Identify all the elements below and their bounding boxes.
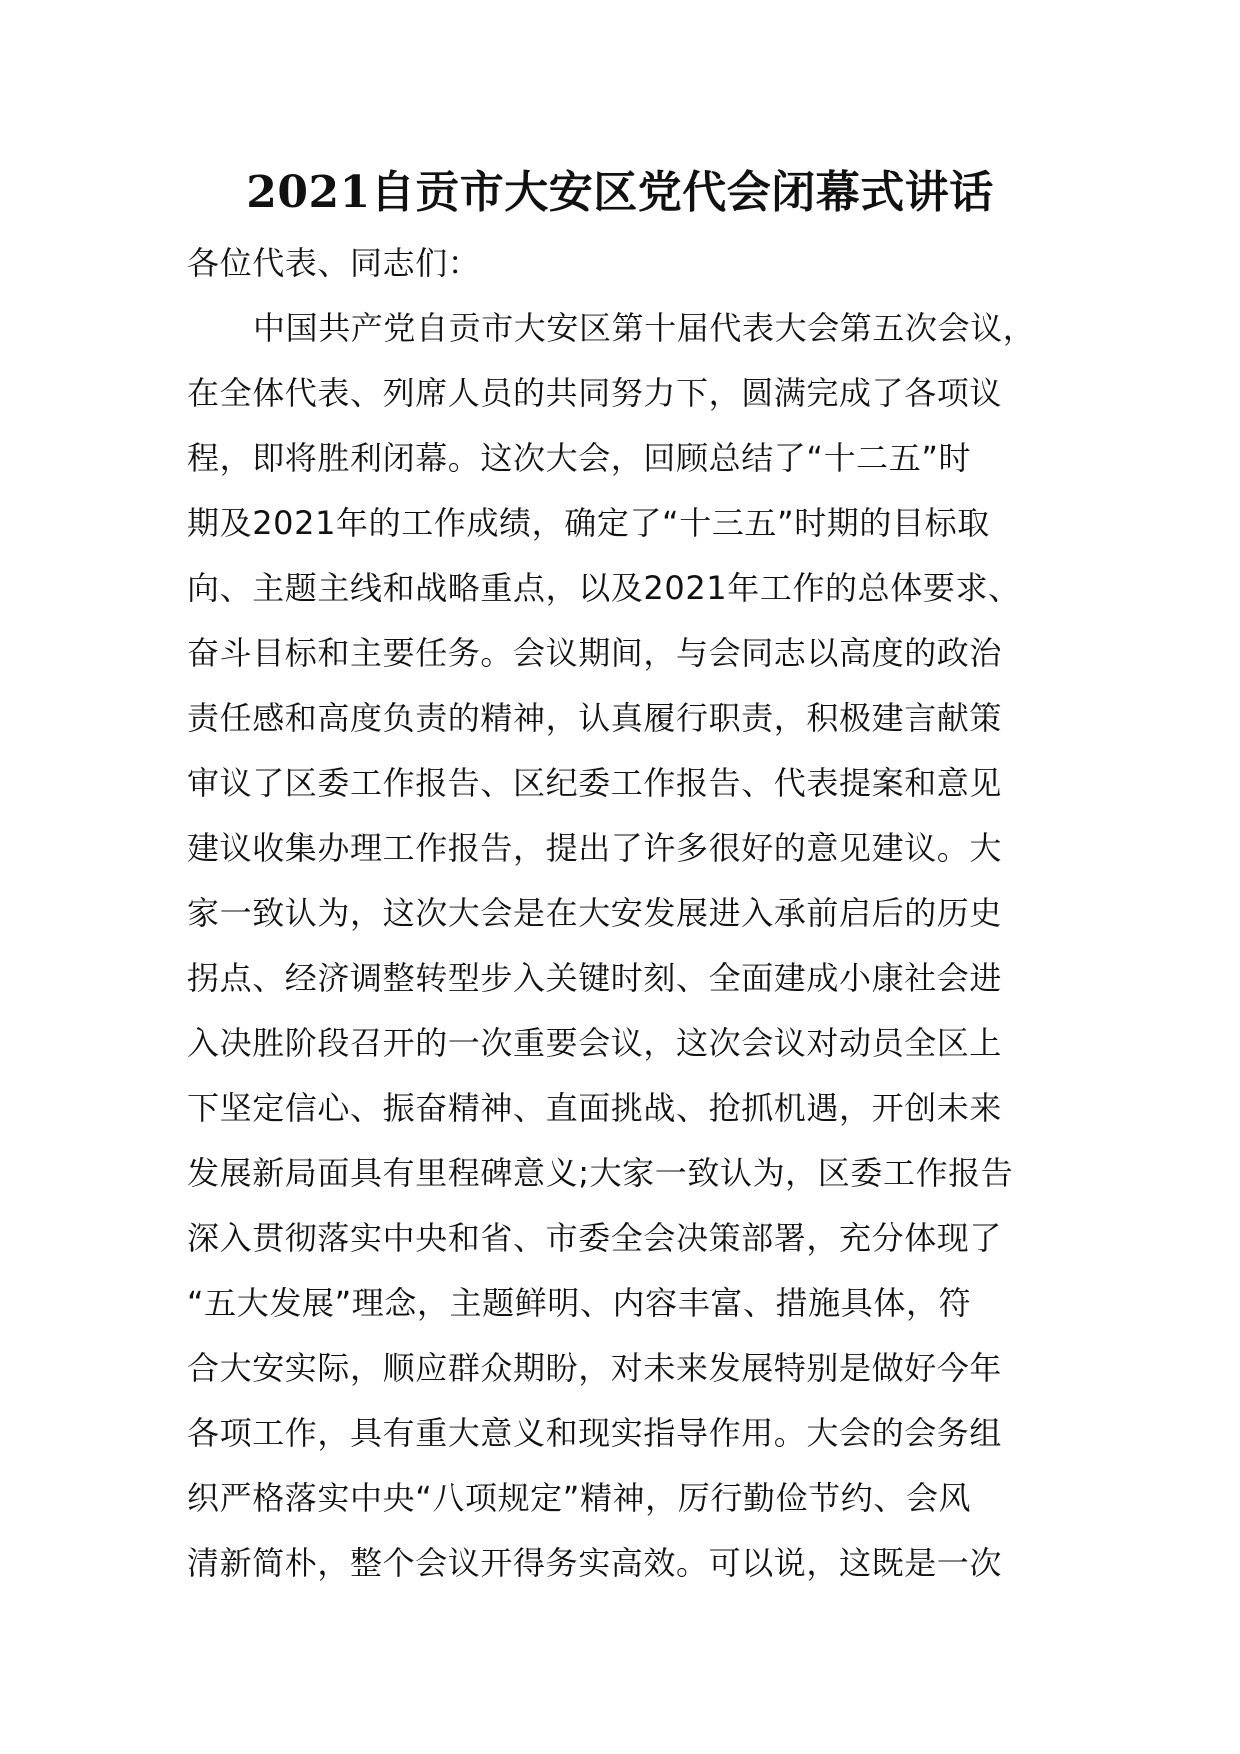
paragraph-line: 责任感和高度负责的精神，认真履行职责，积极建言献策	[187, 699, 1003, 737]
paragraph-line: 入决胜阶段召开的一次重要会议，这次会议对动员全区上	[187, 1024, 1003, 1062]
paragraph-line: 建议收集办理工作报告，提出了许多很好的意见建议。大	[187, 829, 1003, 867]
paragraph-line: “五大发展”理念，主题鲜明、内容丰富、措施具体，符	[187, 1284, 972, 1322]
paragraph-line: 发展新局面具有里程碑意义;大家一致认为，区委工作报告	[187, 1154, 1014, 1192]
paragraph-line: 清新简朴，整个会议开得务实高效。可以说，这既是一次	[187, 1544, 1003, 1582]
paragraph-line: 拐点、经济调整转型步入关键时刻、全面建成小康社会进	[187, 959, 1003, 997]
salutation-line: 各位代表、同志们：	[187, 244, 481, 282]
paragraph-line: 期及2021年的工作成绩，确定了“十三五”时期的目标取	[187, 504, 990, 542]
paragraph-line: 审议了区委工作报告、区纪委工作报告、代表提案和意见	[187, 764, 1003, 802]
paragraph-line: 奋斗目标和主要任务。会议期间，与会同志以高度的政治	[187, 634, 1003, 672]
paragraph-line: 各项工作，具有重大意义和现实指导作用。大会的会务组	[187, 1414, 1003, 1452]
paragraph-line: 下坚定信心、振奋精神、直面挑战、抢抓机遇，开创未来	[187, 1089, 1003, 1127]
paragraph-line: 织严格落实中央“八项规定”精神，厉行勤俭节约、会风	[187, 1479, 972, 1517]
paragraph-line: 中国共产党自贡市大安区第十届代表大会第五次会议，	[253, 309, 1036, 347]
paragraph-line: 向、主题主线和战略重点，以及2021年工作的总体要求、	[187, 569, 1021, 607]
paragraph-line: 深入贯彻落实中央和省、市委全会决策部署，充分体现了	[187, 1219, 1003, 1257]
document-title: 2021自贡市大安区党代会闭幕式讲话	[246, 167, 994, 218]
paragraph-line: 家一致认为，这次大会是在大安发展进入承前启后的历史	[187, 894, 1003, 932]
document-body	[187, 231, 1057, 1596]
paragraph-line: 在全体代表、列席人员的共同努力下，圆满完成了各项议	[187, 374, 1003, 412]
paragraph-line: 程，即将胜利闭幕。这次大会，回顾总结了“十二五”时	[187, 439, 972, 477]
paragraph-line: 合大安实际，顺应群众期盼，对未来发展特别是做好今年	[187, 1349, 1003, 1387]
